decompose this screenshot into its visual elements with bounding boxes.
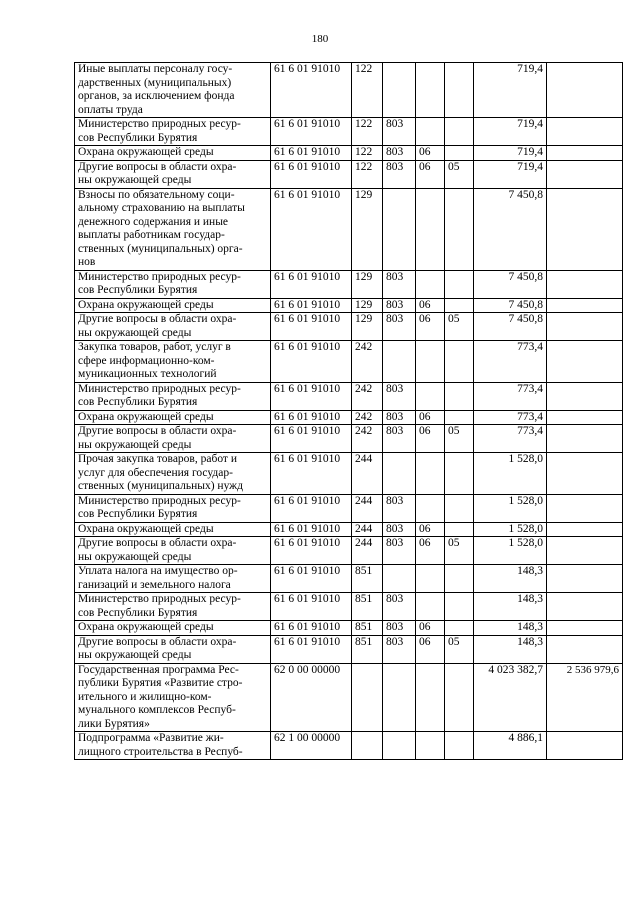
table-row [75, 160, 623, 188]
table-row [75, 537, 623, 565]
item-name-cell: Охрана окружающей среды [75, 298, 271, 313]
target-article-cell: 61 6 01 91010 [271, 118, 352, 146]
table-row [75, 494, 623, 522]
subsection-cell [445, 663, 474, 732]
ministry-code-cell: 803 [383, 298, 416, 313]
ministry-code-cell: 803 [383, 160, 416, 188]
section-cell: 06 [416, 537, 445, 565]
amount-cell: 1 528,0 [474, 537, 547, 565]
amount-second-cell [547, 593, 623, 621]
amount-cell: 4 023 382,7 [474, 663, 547, 732]
expense-type-cell [352, 732, 383, 760]
item-name-cell: Другие вопросы в области охра- ны окружающей среды [75, 635, 271, 663]
amount-cell: 719,4 [474, 160, 547, 188]
amount-cell: 4 886,1 [474, 732, 547, 760]
table-row [75, 593, 623, 621]
item-name-cell: Закупка товаров, работ, услуг в сфере информационно-ком- муникационных технологий [75, 341, 271, 383]
item-name-cell: Охрана окружающей среды [75, 146, 271, 161]
item-name-cell: Иные выплаты персоналу госу- дарственных (муниципальных) органов, за исключением фонда оплаты труда [75, 63, 271, 118]
item-name-cell: Государственная программа Рес- публики Бурятия «Развитие стро- ительного и жилищно-ком- мунального комплексов Респуб- лики Бурятия» [75, 663, 271, 732]
amount-second-cell [547, 382, 623, 410]
amount-second-cell [547, 732, 623, 760]
subsection-cell [445, 188, 474, 270]
amount-second-cell: 2 536 979,6 [547, 663, 623, 732]
subsection-cell [445, 494, 474, 522]
expense-type-cell: 242 [352, 425, 383, 453]
amount-cell: 719,4 [474, 146, 547, 161]
amount-cell: 7 450,8 [474, 298, 547, 313]
ministry-code-cell [383, 663, 416, 732]
subsection-cell [445, 382, 474, 410]
subsection-cell [445, 522, 474, 537]
amount-second-cell [547, 146, 623, 161]
subsection-cell [445, 565, 474, 593]
amount-cell: 719,4 [474, 118, 547, 146]
ministry-code-cell [383, 565, 416, 593]
target-article-cell: 61 6 01 91010 [271, 621, 352, 636]
subsection-cell [445, 593, 474, 621]
section-cell [416, 732, 445, 760]
expense-type-cell: 851 [352, 621, 383, 636]
amount-cell: 7 450,8 [474, 313, 547, 341]
amount-cell: 148,3 [474, 565, 547, 593]
target-article-cell: 61 6 01 91010 [271, 382, 352, 410]
amount-second-cell [547, 313, 623, 341]
subsection-cell: 05 [445, 160, 474, 188]
target-article-cell: 61 6 01 91010 [271, 313, 352, 341]
expense-type-cell: 129 [352, 298, 383, 313]
subsection-cell [445, 453, 474, 495]
ministry-code-cell [383, 732, 416, 760]
amount-second-cell [547, 63, 623, 118]
target-article-cell: 61 6 01 91010 [271, 146, 352, 161]
item-name-cell: Министерство природных ресур- сов Республики Бурятия [75, 118, 271, 146]
ministry-code-cell [383, 188, 416, 270]
expense-type-cell: 851 [352, 565, 383, 593]
subsection-cell [445, 732, 474, 760]
subsection-cell: 05 [445, 537, 474, 565]
subsection-cell [445, 341, 474, 383]
item-name-cell: Прочая закупка товаров, работ и услуг для обеспечения государ- ственных (муниципальных) нужд [75, 453, 271, 495]
section-cell [416, 63, 445, 118]
section-cell: 06 [416, 146, 445, 161]
item-name-cell: Другие вопросы в области охра- ны окружающей среды [75, 425, 271, 453]
target-article-cell: 61 6 01 91010 [271, 453, 352, 495]
subsection-cell: 05 [445, 425, 474, 453]
item-name-cell: Министерство природных ресур- сов Республики Бурятия [75, 270, 271, 298]
section-cell: 06 [416, 522, 445, 537]
item-name-cell: Министерство природных ресур- сов Республики Бурятия [75, 593, 271, 621]
amount-cell: 1 528,0 [474, 453, 547, 495]
expense-type-cell: 242 [352, 382, 383, 410]
table-row [75, 425, 623, 453]
table-row [75, 663, 623, 732]
target-article-cell: 61 6 01 91010 [271, 63, 352, 118]
item-name-cell: Взносы по обязательному соци- альному страхованию на выплаты денежного содержания и иные выплаты работникам государ- ственных (муниципальных) орга- нов [75, 188, 271, 270]
item-name-cell: Другие вопросы в области охра- ны окружающей среды [75, 313, 271, 341]
expense-type-cell: 129 [352, 188, 383, 270]
item-name-cell: Охрана окружающей среды [75, 522, 271, 537]
amount-second-cell [547, 425, 623, 453]
ministry-code-cell: 803 [383, 522, 416, 537]
amount-second-cell [547, 537, 623, 565]
section-cell [416, 188, 445, 270]
ministry-code-cell: 803 [383, 494, 416, 522]
expense-type-cell: 122 [352, 118, 383, 146]
ministry-code-cell [383, 63, 416, 118]
expense-type-cell: 244 [352, 537, 383, 565]
subsection-cell [445, 146, 474, 161]
ministry-code-cell: 803 [383, 146, 416, 161]
section-cell [416, 341, 445, 383]
amount-cell: 7 450,8 [474, 270, 547, 298]
target-article-cell: 61 6 01 91010 [271, 341, 352, 383]
target-article-cell: 62 1 00 00000 [271, 732, 352, 760]
amount-second-cell [547, 453, 623, 495]
table-row [75, 410, 623, 425]
section-cell: 06 [416, 160, 445, 188]
amount-cell: 773,4 [474, 425, 547, 453]
section-cell [416, 593, 445, 621]
expense-type-cell: 851 [352, 593, 383, 621]
section-cell [416, 494, 445, 522]
amount-second-cell [547, 298, 623, 313]
target-article-cell: 61 6 01 91010 [271, 410, 352, 425]
subsection-cell [445, 118, 474, 146]
ministry-code-cell: 803 [383, 270, 416, 298]
target-article-cell: 61 6 01 91010 [271, 522, 352, 537]
expense-type-cell [352, 663, 383, 732]
target-article-cell: 61 6 01 91010 [271, 537, 352, 565]
section-cell: 06 [416, 425, 445, 453]
target-article-cell: 61 6 01 91010 [271, 425, 352, 453]
amount-cell: 148,3 [474, 593, 547, 621]
table-row [75, 522, 623, 537]
ministry-code-cell: 803 [383, 537, 416, 565]
expense-type-cell: 244 [352, 522, 383, 537]
table-row [75, 63, 623, 118]
table-row [75, 453, 623, 495]
section-cell: 06 [416, 410, 445, 425]
subsection-cell [445, 298, 474, 313]
section-cell: 06 [416, 621, 445, 636]
ministry-code-cell [383, 453, 416, 495]
ministry-code-cell: 803 [383, 118, 416, 146]
amount-second-cell [547, 341, 623, 383]
ministry-code-cell [383, 341, 416, 383]
amount-second-cell [547, 621, 623, 636]
ministry-code-cell: 803 [383, 313, 416, 341]
table-row [75, 298, 623, 313]
subsection-cell: 05 [445, 313, 474, 341]
item-name-cell: Подпрограмма «Развитие жи- лищного строительства в Респуб- [75, 732, 271, 760]
ministry-code-cell: 803 [383, 635, 416, 663]
target-article-cell: 61 6 01 91010 [271, 270, 352, 298]
target-article-cell: 61 6 01 91010 [271, 593, 352, 621]
amount-second-cell [547, 270, 623, 298]
table-row [75, 621, 623, 636]
amount-cell: 148,3 [474, 635, 547, 663]
ministry-code-cell: 803 [383, 382, 416, 410]
amount-cell: 773,4 [474, 410, 547, 425]
amount-second-cell [547, 565, 623, 593]
target-article-cell: 62 0 00 00000 [271, 663, 352, 732]
subsection-cell [445, 270, 474, 298]
item-name-cell: Уплата налога на имущество ор- ганизаций и земельного налога [75, 565, 271, 593]
amount-cell: 1 528,0 [474, 522, 547, 537]
amount-second-cell [547, 635, 623, 663]
expense-type-cell: 851 [352, 635, 383, 663]
section-cell [416, 565, 445, 593]
ministry-code-cell: 803 [383, 425, 416, 453]
amount-second-cell [547, 118, 623, 146]
section-cell [416, 270, 445, 298]
section-cell: 06 [416, 313, 445, 341]
amount-cell: 773,4 [474, 382, 547, 410]
amount-second-cell [547, 522, 623, 537]
table-row [75, 313, 623, 341]
expense-type-cell: 242 [352, 341, 383, 383]
amount-second-cell [547, 494, 623, 522]
ministry-code-cell: 803 [383, 621, 416, 636]
page-number: 180 [311, 33, 329, 45]
amount-cell: 773,4 [474, 341, 547, 383]
table-row [75, 146, 623, 161]
amount-second-cell [547, 410, 623, 425]
expense-type-cell: 122 [352, 160, 383, 188]
table-row [75, 188, 623, 270]
table-body [75, 63, 623, 760]
ministry-code-cell: 803 [383, 410, 416, 425]
section-cell [416, 118, 445, 146]
item-name-cell: Охрана окружающей среды [75, 621, 271, 636]
amount-cell: 719,4 [474, 63, 547, 118]
table-row [75, 382, 623, 410]
target-article-cell: 61 6 01 91010 [271, 160, 352, 188]
item-name-cell: Охрана окружающей среды [75, 410, 271, 425]
section-cell [416, 663, 445, 732]
item-name-cell: Министерство природных ресур- сов Республики Бурятия [75, 494, 271, 522]
expense-type-cell: 129 [352, 313, 383, 341]
amount-cell: 148,3 [474, 621, 547, 636]
amount-second-cell [547, 160, 623, 188]
expense-type-cell: 244 [352, 494, 383, 522]
table-row [75, 341, 623, 383]
section-cell [416, 453, 445, 495]
budget-table [74, 62, 623, 760]
target-article-cell: 61 6 01 91010 [271, 188, 352, 270]
target-article-cell: 61 6 01 91010 [271, 298, 352, 313]
amount-cell: 7 450,8 [474, 188, 547, 270]
target-article-cell: 61 6 01 91010 [271, 494, 352, 522]
subsection-cell [445, 410, 474, 425]
expense-type-cell: 122 [352, 146, 383, 161]
subsection-cell: 05 [445, 635, 474, 663]
expense-type-cell: 244 [352, 453, 383, 495]
item-name-cell: Министерство природных ресур- сов Республики Бурятия [75, 382, 271, 410]
expense-type-cell: 129 [352, 270, 383, 298]
subsection-cell [445, 621, 474, 636]
section-cell: 06 [416, 298, 445, 313]
target-article-cell: 61 6 01 91010 [271, 565, 352, 593]
table-row [75, 118, 623, 146]
expense-type-cell: 242 [352, 410, 383, 425]
ministry-code-cell: 803 [383, 593, 416, 621]
item-name-cell: Другие вопросы в области охра- ны окружающей среды [75, 537, 271, 565]
target-article-cell: 61 6 01 91010 [271, 635, 352, 663]
section-cell: 06 [416, 635, 445, 663]
expense-type-cell: 122 [352, 63, 383, 118]
item-name-cell: Другие вопросы в области охра- ны окружающей среды [75, 160, 271, 188]
table-row [75, 565, 623, 593]
table-row [75, 635, 623, 663]
table-row [75, 732, 623, 760]
amount-second-cell [547, 188, 623, 270]
amount-cell: 1 528,0 [474, 494, 547, 522]
subsection-cell [445, 63, 474, 118]
table-row [75, 270, 623, 298]
section-cell [416, 382, 445, 410]
